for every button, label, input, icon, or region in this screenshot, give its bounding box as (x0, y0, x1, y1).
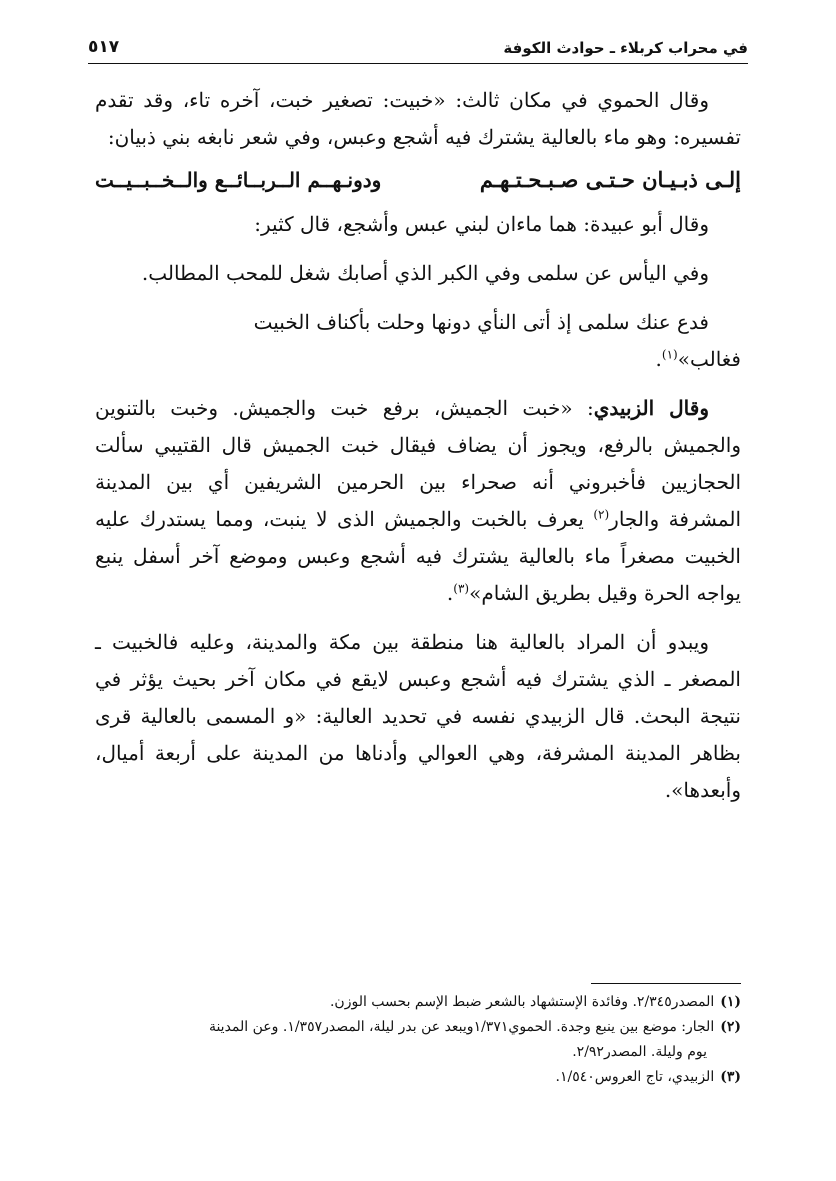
paragraph-conclusion: ويبدو أن المراد بالعالية هنا منطقة بين مكة والمدينة، وعليه فالخبيت ـ المصغر ـ الذي يشترك فيه أشجع وعبس لايقع في مكان آخر بحيث يؤثر في نتيجة البحث. قال الزبيدي نفسه في تحديد العالية: «و المسمى بالعالية قرى بظاهر المدينة المشرفة، وهي العوالي وأدناها من المدينة على أربعة أميال، وأبعدها». (95, 630, 741, 802)
poem-line-2-end: فغالب» (677, 347, 741, 371)
paragraph-hamawi: وقال الحموي في مكان ثالث: «خبيت: تصغير خبت، آخره تاء، وقد تقدم تفسيره: وهو ماء بالعالية يشترك فيه أشجع وعبس، وفي شعر نابغه بني ذبيان: (95, 88, 741, 149)
footnote-divider (591, 983, 741, 984)
verse-first-hemistich: إلـى ذبـيـان حـتـى صـبـحـتـهـم (479, 167, 741, 192)
poem-verse (95, 160, 741, 200)
footnote-1 (95, 990, 741, 1015)
footnote-text: المصدر٢/٣٤٥. وفائدة الإستشهاد بالشعر ضبط الإسم بحسب الوزن. (329, 994, 715, 1010)
footnote-number: (٢) (720, 1019, 741, 1035)
page-header (88, 30, 748, 64)
poem-line-2-text: فدع عنك سلمى إذ أتى النأي دونها وحلت بأكناف الخبيت (253, 310, 709, 334)
footnote-ref-3[interactable]: (٣) (453, 581, 470, 596)
poem-line-2-tail: . (655, 347, 662, 371)
zubaydi-text-a: : «خبت الجميش، برفع خبت والجميش. وخبت بالتنوين والجميش بالرفع، ويجوز أن يضاف فيقال خبت الجميش قال القتيبي سألت الحجازيين فأخبروني أنه صحراء بين الحرمين الشريفين أي بين المدينة المشرفة والجار (95, 396, 741, 531)
poem-line-1: وفي اليأس عن سلمى وفي الكبر الذي أصابك شغل للمحب المطالب. (141, 261, 709, 285)
zubaydi-tail: . (446, 581, 454, 605)
zubaydi-lead: وقال الزبيدي (593, 396, 709, 420)
page-number: ٥١٧ (88, 37, 120, 57)
footnote-number: (١) (720, 994, 741, 1010)
zubaydi-text-b: يعرف بالخبت والجميش الذى لا ينبت، ومما يستدرك عليه الخبيت مصغراً ماء بالعالية يشترك فيه أشجع وعبس وموضع آخر أسفل ينبع يواجه الحرة وقيل بطريق الشام» (95, 507, 741, 605)
footnote-ref-2[interactable]: (٢) (593, 507, 610, 522)
paragraph-zubaydi (95, 390, 741, 612)
running-title: في محراب كربلاء ـ حوادث الكوفة (503, 39, 748, 57)
main-text (95, 82, 741, 809)
footnotes (95, 990, 741, 1090)
paragraph-abu-ubayda: وقال أبو عبيدة: هما ماءان لبني عبس وأشجع، قال كثير: (254, 212, 709, 236)
footnote-text: الزبيدي، تاج العروس١/٥٤٠. (555, 1069, 715, 1085)
footnote-ref-1[interactable]: (١) (661, 347, 678, 362)
footnote-2 (95, 1015, 741, 1040)
footnote-text: الجار: موضع بين ينبع وجدة. الحموي١/٣٧١ويبعد عن بدر ليلة، المصدر١/٣٥٧. وعن المدينة (208, 1019, 715, 1035)
footnote-3 (95, 1065, 741, 1090)
verse-second-hemistich: ودونـهــم الــربــائــع والــخــبــيــت (95, 168, 382, 192)
poem-line-2 (95, 304, 741, 378)
footnote-number: (٣) (720, 1069, 741, 1085)
footnote-2-continuation: يوم وليلة. المصدر٢/٩٢. (572, 1044, 707, 1060)
